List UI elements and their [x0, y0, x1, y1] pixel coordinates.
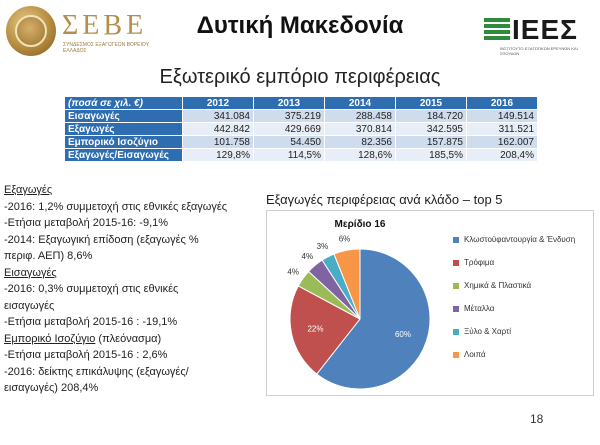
trade-table: [64, 96, 538, 162]
pie-data-label: 6%: [338, 234, 351, 244]
table-cell: 128,6%: [325, 149, 396, 162]
page-title: Δυτική Μακεδονία: [196, 12, 404, 39]
iees-logo-subtitle: ΙΝΣΤΙΤΟΥΤΟ ΕΞΑΓΩΓΙΚΩΝ ΕΡΕΥΝΩΝ ΚΑΙ ΣΠΟΥΔΩΝ: [500, 46, 578, 56]
notes-line: -2016: 1,2% συμμετοχή στις εθνικές εξαγωγές: [4, 200, 228, 213]
table-cell: 114,5%: [254, 149, 325, 162]
notes-line: -2016: δείκτης επικάλυψης (εξαγωγές/: [4, 365, 189, 378]
pie-data-label: 4%: [287, 267, 299, 277]
pie-legend: [453, 235, 593, 373]
notes-line: εισαγωγές: [4, 299, 55, 312]
table-cell: 149.514: [467, 110, 538, 123]
legend-label: Λοιπά: [464, 350, 486, 359]
table-cell: 54.450: [254, 136, 325, 149]
legend-label: Μέταλλα: [464, 304, 495, 313]
table-header-year: 2012: [183, 97, 254, 110]
balance-heading-line: [4, 331, 262, 348]
table-unit-label: (ποσά σε χιλ. €): [65, 97, 183, 110]
table-cell: 342.595: [396, 123, 467, 136]
notes-line: περιφ. ΑΕΠ) 8,6%: [4, 250, 93, 262]
legend-label: Τρόφιμα: [464, 258, 495, 267]
iees-bars-icon: [484, 18, 510, 44]
pie-title: Μερίδιο 16: [334, 219, 386, 230]
table-row: [65, 149, 538, 162]
legend-swatch: [453, 237, 459, 243]
notes-line: -2016: 0,3% συμμετοχή στις εθνικές: [4, 283, 179, 295]
row-label: Εμπορικό Ισοζύγιο: [65, 136, 183, 149]
table-cell: 157.875: [396, 136, 467, 149]
balance-heading: Εμπορικό Ισοζύγιο: [4, 332, 96, 345]
legend-item: [453, 258, 593, 281]
legend-item: [453, 327, 593, 350]
seve-logo: [6, 4, 156, 60]
legend-item: [453, 235, 593, 258]
table-cell: 429.669: [254, 123, 325, 136]
table-header-year: 2013: [254, 97, 325, 110]
table-header-year: 2014: [325, 97, 396, 110]
table-cell: 162.007: [467, 136, 538, 149]
table-cell: 370.814: [325, 123, 396, 136]
notes-line: εισαγωγές) 208,4%: [4, 382, 99, 394]
table-cell: 288.458: [325, 110, 396, 123]
table-header-year: 2015: [396, 97, 467, 110]
pie-data-label: 60%: [394, 329, 412, 339]
legend-label: Ξύλο & Χαρτί: [464, 327, 512, 336]
table-cell: 129,8%: [183, 149, 254, 162]
pie-data-label: 4%: [301, 252, 314, 262]
legend-swatch: [453, 260, 459, 266]
table-row: [65, 136, 538, 149]
table-cell: 82.356: [325, 136, 396, 149]
table-cell: 185,5%: [396, 149, 467, 162]
table-header-year: 2016: [467, 97, 538, 110]
iees-logo-text: ΙΕΕΣ: [512, 14, 578, 45]
legend-swatch: [453, 329, 459, 335]
pie-data-label: 3%: [316, 242, 329, 252]
row-label: Εξαγωγές: [65, 123, 183, 136]
legend-label: Χημικά & Πλαστικά: [464, 281, 532, 290]
table-row: [65, 110, 538, 123]
table-row: [65, 123, 538, 136]
notes-line: -Ετήσια μεταβολή 2015-16 : 2,6%: [4, 349, 168, 361]
table-header-row: [65, 97, 538, 110]
legend-item: [453, 304, 593, 327]
legend-label: Κλωστοϋφαντουργία & Ένδυση: [464, 235, 576, 244]
notes-line: -Ετήσια μεταβολή 2015-16: -9,1%: [4, 217, 169, 229]
seve-logo-subtitle: ΣΥΝΔΕΣΜΟΣ ΕΞΑΓΩΓΕΩΝ ΒΟΡΕΙΟΥ ΕΛΛΑΔΟΣ: [63, 42, 149, 54]
legend-item: [453, 350, 593, 373]
exports-heading: Εξαγωγές: [4, 184, 53, 196]
legend-swatch: [453, 283, 459, 289]
pie-chart: [266, 210, 594, 396]
balance-heading-suffix: (πλεόνασμα): [95, 332, 162, 345]
notes-block: [4, 182, 262, 397]
section-title: Εξωτερικό εμπόριο περιφέρειας: [159, 66, 441, 88]
pie-data-label: 22%: [307, 324, 324, 334]
legend-swatch: [453, 306, 459, 312]
table-cell: 184.720: [396, 110, 467, 123]
imports-heading: Εισαγωγές: [4, 266, 57, 279]
legend-swatch: [453, 352, 459, 358]
table-cell: 375.219: [254, 110, 325, 123]
legend-item: [453, 281, 593, 304]
row-label: Εξαγωγές/Εισαγωγές: [65, 149, 183, 162]
seve-logo-text: ΣΕΒΕ: [62, 10, 148, 41]
seal-icon: [6, 6, 56, 56]
table-cell: 101.758: [183, 136, 254, 149]
row-label: Εισαγωγές: [65, 110, 183, 123]
table-cell: 208,4%: [467, 149, 538, 162]
iees-logo: [480, 14, 595, 54]
table-cell: 311.521: [467, 123, 538, 136]
table-cell: 341.084: [183, 110, 254, 123]
page-number: 18: [530, 412, 544, 426]
chart-heading: Εξαγωγές περιφέρειας ανά κλάδο – top 5: [266, 192, 503, 207]
table-cell: 442.842: [183, 123, 254, 136]
notes-line: -2014: Εξαγωγική επίδοση (εξαγωγές %: [4, 233, 199, 246]
notes-line: -Ετήσια μεταβολή 2015-16 : -19,1%: [4, 316, 178, 328]
